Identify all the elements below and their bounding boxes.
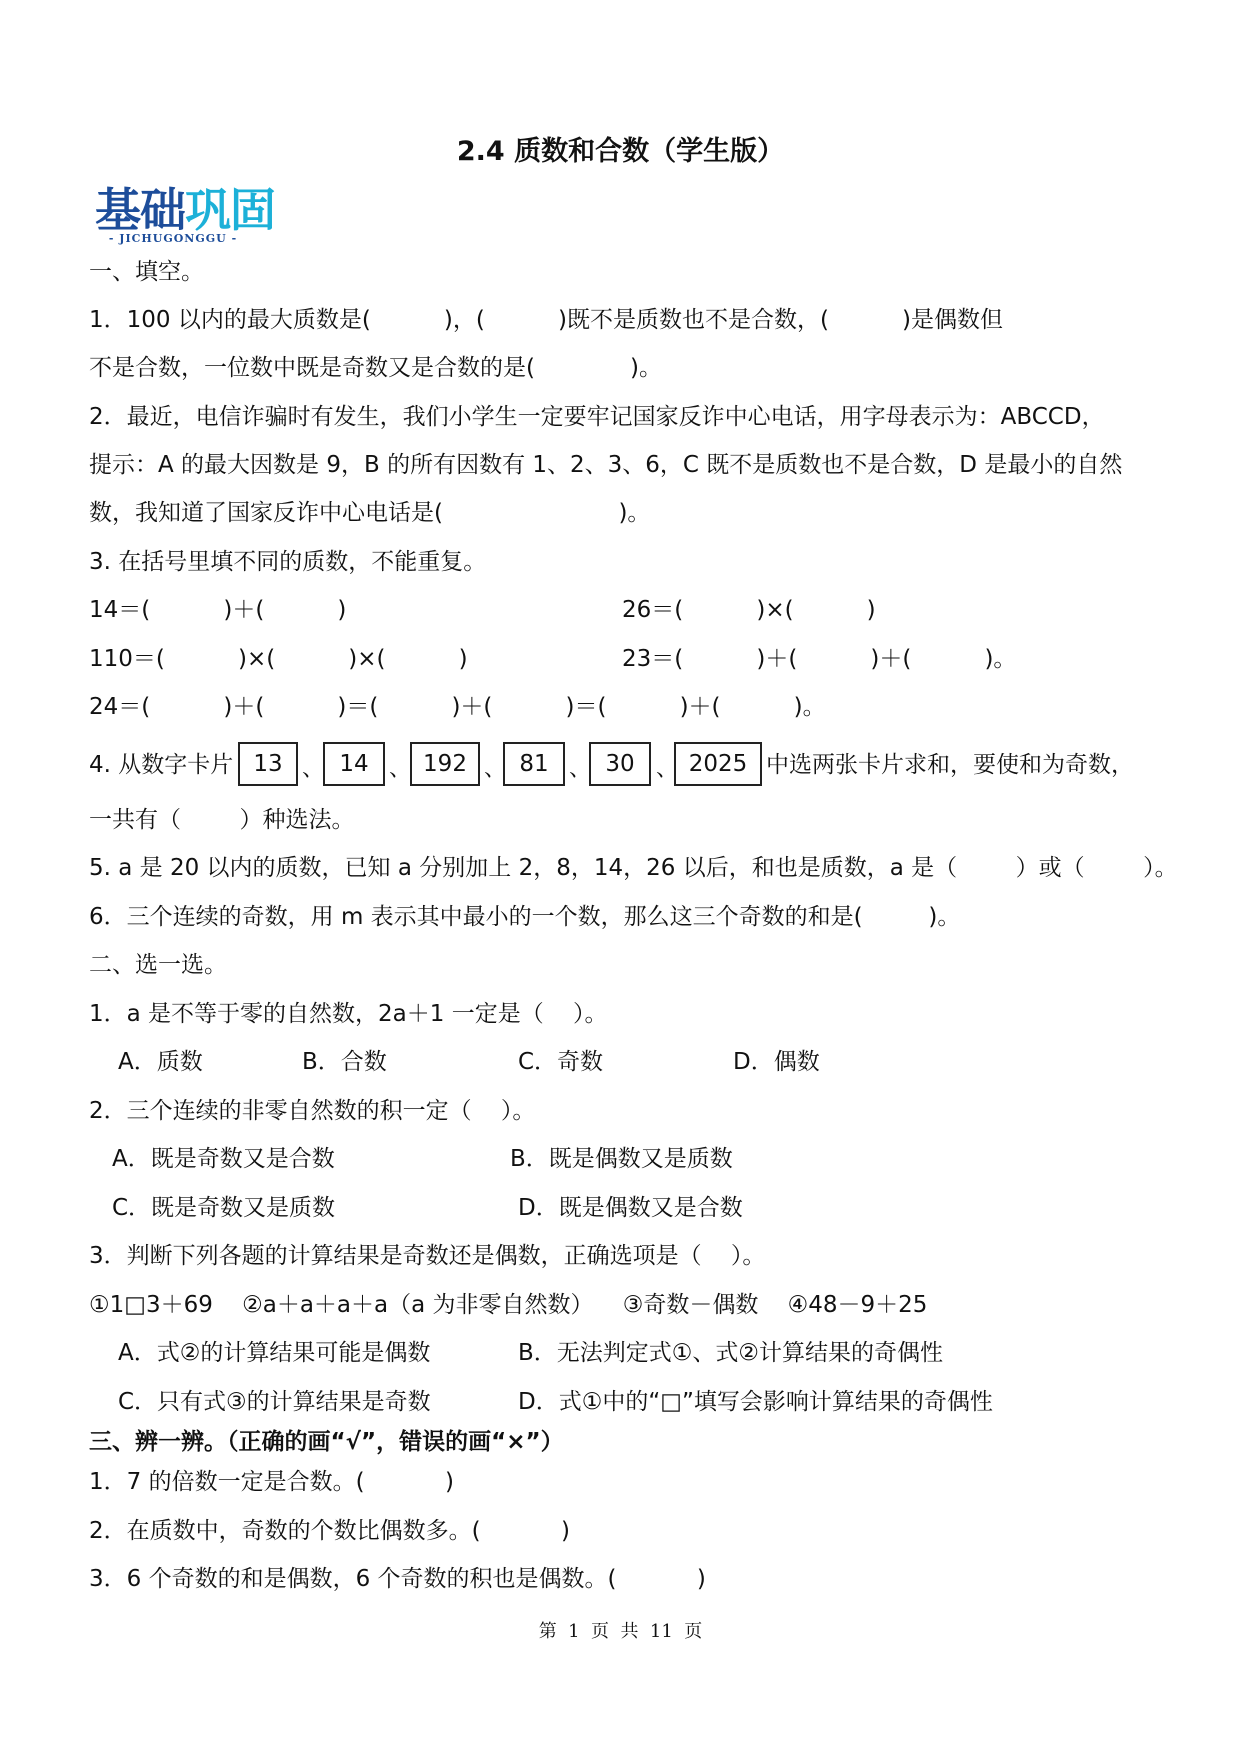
s2-q1-option-c: C．奇数 [518, 1049, 604, 1075]
s2-q3-option-c: C．只有式③的计算结果是奇数 [118, 1389, 431, 1415]
card-separator: 、 [484, 757, 507, 782]
document-title: 2.4 质数和合数（学生版） [456, 136, 785, 167]
s1-q2-line3: 数，我知道了国家反诈中心电话是( )。 [89, 500, 651, 526]
s1-q2-line1: 2．最近，电信诈骗时有发生，我们小学生一定要牢记国家反诈中心电话，用字母表示为：ABCCD， [89, 404, 1105, 430]
s1-q3-eq3: 110＝( )×( )×( ) [89, 646, 468, 672]
number-card: 2025 [674, 742, 762, 786]
logo-subtitle: - JICHUGONGGU - [108, 232, 238, 245]
s2-q3-option-d: D．式①中的“□”填写会影响计算结果的奇偶性 [518, 1389, 993, 1415]
page-footer: 第 1 页 共 11 页 [538, 1621, 703, 1642]
s2-q2-option-b: B．既是偶数又是质数 [510, 1146, 733, 1172]
logo-text-part-b: 巩固 [185, 183, 275, 237]
s2-q1-option-a: A．质数 [118, 1049, 203, 1075]
s2-q1: 1．a 是不等于零的自然数，2a＋1 一定是（ ）。 [89, 1001, 608, 1027]
number-card: 81 [503, 742, 565, 786]
s2-q3-expressions: ①1□3＋69 ②a＋a＋a＋a（a 为非零自然数） ③奇数－偶数 ④48－9＋25 [89, 1292, 928, 1318]
card-separator: 、 [389, 757, 412, 782]
s2-q2-option-a: A．既是奇数又是合数 [112, 1146, 335, 1172]
s2-q3: 3．判断下列各题的计算结果是奇数还是偶数，正确选项是（ ）。 [89, 1243, 766, 1269]
s3-q3: 3．6 个奇数的和是偶数，6 个奇数的积也是偶数。( ) [89, 1566, 706, 1592]
s1-q4-prefix: 4. 从数字卡片 [89, 752, 234, 778]
card-separator: 、 [569, 757, 592, 782]
s2-q2: 2．三个连续的非零自然数的积一定（ ）。 [89, 1098, 536, 1124]
section1-heading: 一、填空。 [89, 259, 204, 285]
s1-q3-eq2: 26＝( )×( ) [622, 597, 876, 623]
s1-q1-line2: 不是合数，一位数中既是奇数又是合数的是( )。 [89, 355, 662, 381]
s1-q4-line2: 一共有（ ）种选法。 [89, 807, 355, 833]
s1-q4-suffix: 中选两张卡片求和，要使和为奇数， [766, 752, 1134, 778]
section-logo [95, 183, 285, 249]
s1-q5: 5. a 是 20 以内的质数，已知 a 分别加上 2，8，14，26 以后，和也是质数，a 是（ ）或（ ）。 [89, 855, 1178, 881]
s3-q2: 2．在质数中，奇数的个数比偶数多。( ) [89, 1518, 571, 1544]
s2-q1-option-d: D．偶数 [733, 1049, 820, 1075]
number-card: 14 [323, 742, 385, 786]
s3-q1: 1．7 的倍数一定是合数。( ) [89, 1469, 454, 1495]
section2-heading: 二、选一选。 [89, 952, 227, 978]
s1-q3-eq4: 23＝( )＋( )＋( )。 [622, 646, 1017, 672]
s2-q2-option-d: D．既是偶数又是合数 [518, 1195, 743, 1221]
s1-q3-eq1: 14＝( )＋( ) [89, 597, 347, 623]
logo-text-part-a: 基础 [95, 183, 185, 237]
logo-text [95, 183, 275, 237]
s2-q1-option-b: B．合数 [302, 1049, 387, 1075]
s2-q3-option-a: A．式②的计算结果可能是偶数 [118, 1340, 431, 1366]
s1-q3-line1: 3. 在括号里填不同的质数，不能重复。 [89, 549, 487, 575]
s1-q6: 6．三个连续的奇数，用 m 表示其中最小的一个数，那么这三个奇数的和是( )。 [89, 904, 961, 930]
card-separator: 、 [656, 757, 679, 782]
card-separator: 、 [302, 757, 325, 782]
s2-q2-option-c: C．既是奇数又是质数 [112, 1195, 336, 1221]
number-card: 192 [410, 742, 480, 786]
section3-heading: 三、辨一辨。（正确的画“√”，错误的画“×”） [89, 1429, 564, 1455]
s1-q1-line1: 1．100 以内的最大质数是( )，( )既不是质数也不是合数，( )是偶数但 [89, 307, 1004, 333]
s2-q3-option-b: B．无法判定式①、式②计算结果的奇偶性 [518, 1340, 944, 1366]
number-card: 30 [589, 742, 651, 786]
s1-q3-eq5: 24＝( )＋( )＝( )＋( )＝( )＋( )。 [89, 694, 826, 720]
number-card: 13 [238, 742, 298, 786]
s1-q2-line2: 提示：A 的最大因数是 9，B 的所有因数有 1、2、3、6，C 既不是质数也不是合数，D 是最小的自然 [89, 452, 1123, 478]
